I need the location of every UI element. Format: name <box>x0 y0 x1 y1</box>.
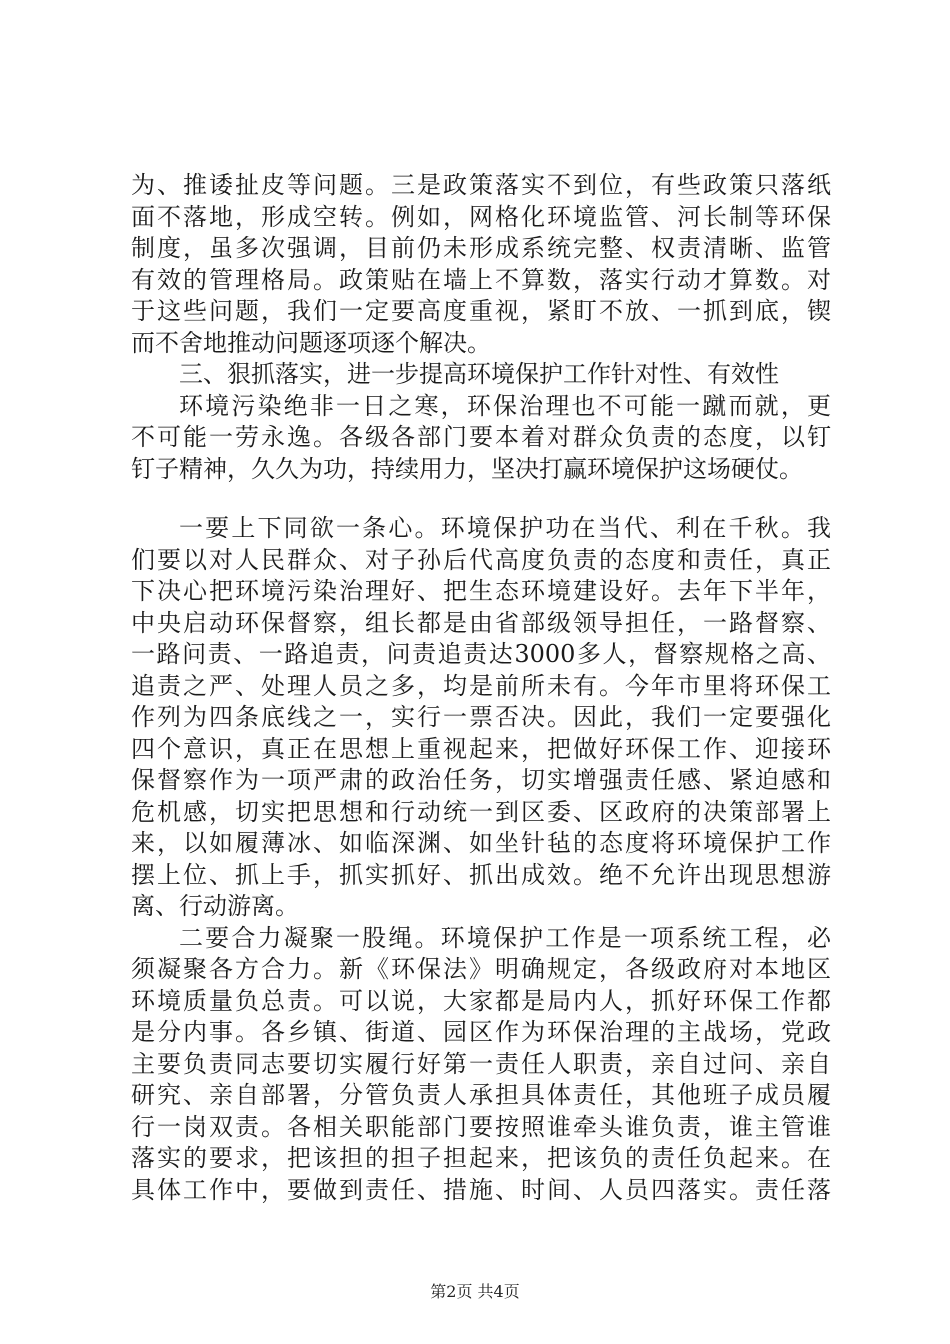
text-line: 研究、亲自部署，分管负责人承担具体责任，其他班子成员履 <box>131 1081 831 1109</box>
text-line: 主要负责同志要切实履行好第一责任人职责，亲自过问、亲自 <box>131 1049 831 1078</box>
text-line: 环境污染绝非一日之寒，环保治理也不可能一蹴而就，更 <box>179 391 831 420</box>
text-line: 保督察作为一项严肃的政治任务，切实增强责任感、紧迫感和 <box>131 766 831 794</box>
text-line: 面不落地，形成空转。例如，网格化环境监管、河长制等环保 <box>131 202 831 231</box>
text-line: 们要以对人民群众、对子孙后代高度负责的态度和责任，真正 <box>131 545 831 574</box>
text-line: 一要上下同欲一条心。环境保护功在当代、利在千秋。我 <box>179 514 831 542</box>
text-line: 下决心把环境污染治理好、把生态环境建设好。去年下半年， <box>131 577 831 605</box>
text-line: 具体工作中，要做到责任、措施、时间、人员四落实。责任落 <box>131 1175 831 1204</box>
text-line: 离、行动游离。 <box>131 892 299 920</box>
text-line: 一路问责、一路追责，问责追责达3000多人，督察规格之高、 <box>131 640 831 668</box>
text-line: 危机感，切实把思想和行动统一到区委、区政府的决策部署上 <box>131 797 831 826</box>
text-line: 有效的管理格局。政策贴在墙上不算数，落实行动才算数。对 <box>131 265 831 294</box>
text-line: 中央启动环保督察，组长都是由省部级领导担任，一路督察、 <box>131 608 831 637</box>
text-line: 须凝聚各方合力。新《环保法》明确规定，各级政府对本地区 <box>131 955 831 983</box>
text-line: 追责之严、处理人员之多，均是前所未有。今年市里将环保工 <box>131 671 831 700</box>
text-line: 行一岗双责。各相关职能部门要按照谁牵头谁负责，谁主管谁 <box>131 1112 831 1141</box>
paragraph-gap <box>131 485 831 513</box>
page-number-footer: 第2页 共4页 <box>430 1282 520 1301</box>
text-line: 为、推诿扯皮等问题。三是政策落实不到位，有些政策只落纸 <box>131 171 831 199</box>
text-line: 是分内事。各乡镇、街道、园区作为环保治理的主战场，党政 <box>131 1018 831 1046</box>
text-line: 而不舍地推动问题逐项逐个解决。 <box>131 328 491 357</box>
text-line: 四个意识，真正在思想上重视起来，把做好环保工作、迎接环 <box>131 734 831 763</box>
text-line: 制度，虽多次强调，目前仍未形成系统完整、权责清晰、监管 <box>131 234 831 262</box>
text-line: 二要合力凝聚一股绳。环境保护工作是一项系统工程，必 <box>179 923 831 952</box>
text-line: 摆上位、抓上手，抓实抓好、抓出成效。绝不允许出现思想游 <box>131 860 831 889</box>
text-line: 作列为四条底线之一，实行一票否决。因此，我们一定要强化 <box>131 703 831 731</box>
section-heading: 三、狠抓落实，进一步提高环境保护工作针对性、有效性 <box>179 360 779 388</box>
text-line: 于这些问题，我们一定要高度重视，紧盯不放、一抓到底，锲 <box>131 297 831 325</box>
text-line: 不可能一劳永逸。各级各部门要本着对群众负责的态度，以钉 <box>131 423 831 451</box>
document-body <box>131 170 831 1206</box>
text-line: 落实的要求，把该担的担子担起来，把该负的责任负起来。在 <box>131 1144 831 1172</box>
text-line: 来，以如履薄冰、如临深渊、如坐针毡的态度将环境保护工作 <box>131 829 831 857</box>
text-line: 环境质量负总责。可以说，大家都是局内人，抓好环保工作都 <box>131 986 831 1015</box>
text-line: 钉子精神，久久为功，持续用力，坚决打赢环境保护这场硬仗。 <box>131 454 803 483</box>
